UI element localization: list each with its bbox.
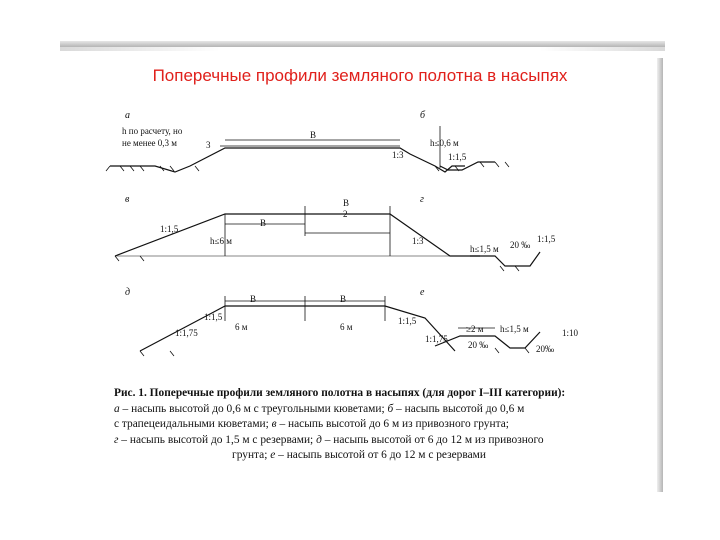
caption-line-2 [114, 402, 604, 418]
grade-20-mid: 20 ‰ [510, 240, 531, 250]
slope-1-10: 1:10 [562, 328, 579, 338]
label-a: а [125, 110, 130, 121]
caption-g-text: – насыпь высотой до 1,5 м с резервами; [118, 433, 317, 446]
caption-d-text-cont: грунта; [232, 449, 271, 461]
h-6-12-left: 6 м [235, 322, 248, 332]
label-v: в [125, 194, 130, 205]
caption-line-3 [114, 417, 604, 433]
label-b: б [420, 110, 426, 121]
slope-1-15-right: 1:1,5 [537, 234, 556, 244]
top-rule-fade-left [60, 47, 220, 51]
profile-v-g [115, 206, 540, 271]
caption-letter-d: д [316, 433, 322, 446]
caption-b-text-cont: с трапецеидальными кюветами; [114, 418, 272, 430]
h-le-06: h≤0,6 м [430, 138, 459, 148]
label-B-half-bot2: B [340, 294, 347, 304]
slide-title: Поперечные профили земляного полотна в насыпях [152, 66, 568, 85]
slope-1-3-top: 1:3 [392, 150, 404, 160]
caption-letter-g: г [114, 433, 119, 446]
caption-e-text: – насыпь высотой от 6 до 12 м с резервами [275, 449, 486, 461]
h-note-line2: не менее 0,3 м [122, 138, 178, 148]
slope-1-15-left-bot: 1:1,5 [204, 312, 223, 322]
slope-1-15-right-bot: 1:1,5 [398, 316, 417, 326]
slope-1-15-top: 1:1,5 [448, 152, 467, 162]
caption-line-4 [114, 433, 604, 449]
caption-a-text: – насыпь высотой до 0,6 м с треугольными кюветами; [119, 402, 388, 415]
grade-20-bot2: 20‰ [536, 344, 554, 354]
caption-letter-a: а [114, 402, 120, 415]
right-decorative-rule [657, 58, 663, 492]
h-le-15-bot: h≤1,5 м [500, 324, 529, 334]
slope-three: 3 [206, 140, 211, 150]
caption-title: Рис. 1. Поперечные профили земляного полотна в насыпях (для дорог I–III категории): [114, 387, 566, 399]
h-le-6-mid: h≤6 м [210, 236, 232, 246]
caption-letter-b: б [387, 402, 394, 415]
caption-line-5 [114, 448, 604, 464]
label-B-half-mid2: B [260, 218, 267, 228]
embankment-profiles-figure [100, 106, 630, 376]
profiles-drawing [100, 106, 630, 376]
slope-1-3-mid: 1:3 [412, 236, 424, 246]
label-B-top: B [310, 130, 317, 140]
caption-d-text: – насыпь высотой от 6 до 12 м из привозного [321, 433, 544, 446]
h-note-line1: h по расчету, но [122, 126, 183, 136]
label-d: д [125, 287, 131, 298]
ge-2m: ≥2 м [466, 324, 484, 334]
top-rule-fade-right [540, 47, 665, 51]
caption-b-text: – насыпь высотой до 0,6 м [393, 402, 525, 415]
label-e: е [420, 287, 425, 298]
slope-1-15-mid: 1:1,5 [160, 224, 179, 234]
grade-20-bot: 20 ‰ [468, 340, 489, 350]
caption-line-1 [114, 386, 604, 402]
label-B-half-mid: B [343, 198, 350, 208]
caption-letter-v: в [271, 418, 277, 430]
slope-1-175-right: 1:1,75 [425, 334, 448, 344]
label-g: г [420, 194, 424, 205]
label-two-mid: 2 [343, 209, 348, 219]
caption-v-text: – насыпь высотой до 6 м из привозного грунта; [276, 418, 509, 430]
h-le-15: h≤1,5 м [470, 244, 499, 254]
caption-letter-e: е [270, 449, 276, 461]
h-6-12-mid: 6 м [340, 322, 353, 332]
slope-1-175-left: 1:1,75 [175, 328, 198, 338]
label-B-half-bot: B [250, 294, 257, 304]
figure-caption [114, 386, 604, 464]
